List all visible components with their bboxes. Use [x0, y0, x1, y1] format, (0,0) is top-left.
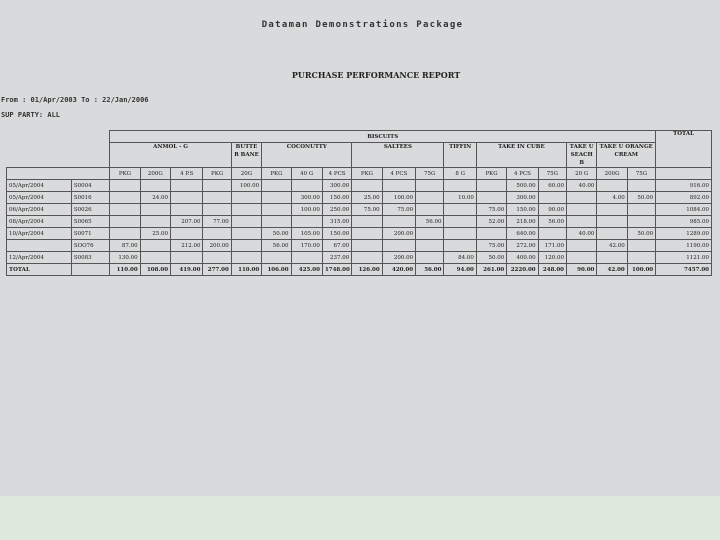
value-cell [262, 216, 291, 228]
value-cell [352, 240, 382, 252]
value-cell [566, 252, 596, 264]
value-cell [231, 192, 261, 204]
value-cell [291, 180, 322, 192]
table-row [7, 216, 712, 228]
value-cell [476, 228, 506, 240]
bill-cell [71, 264, 109, 276]
value-cell [203, 204, 231, 216]
value-cell: 420.00 [382, 264, 415, 276]
table-row [7, 240, 712, 252]
value-cell: 207.00 [171, 216, 203, 228]
value-cell [140, 204, 170, 216]
unit-header: PKG [262, 168, 291, 180]
group-header: BISCUITS [110, 131, 656, 143]
value-cell: 56.00 [538, 216, 566, 228]
value-cell: 100.00 [291, 204, 322, 216]
value-cell: 500.00 [507, 180, 538, 192]
unit-header: 20G [231, 168, 261, 180]
table-row [7, 180, 712, 192]
value-cell: 120.00 [538, 252, 566, 264]
row-total-cell: 1121.00 [656, 252, 712, 264]
product-header: TAKE IN CUBE [476, 143, 566, 168]
value-cell [110, 204, 140, 216]
value-cell: 100.00 [627, 264, 655, 276]
value-cell [597, 228, 627, 240]
value-cell: 130.00 [110, 252, 140, 264]
value-cell [627, 204, 655, 216]
value-cell [171, 204, 203, 216]
row-total-cell: 892.00 [656, 192, 712, 204]
table-total-row [7, 264, 712, 276]
value-cell [110, 216, 140, 228]
value-cell: 300.00 [507, 192, 538, 204]
value-cell: 1748.00 [322, 264, 351, 276]
date-cell: 10/Apr/2004 [7, 228, 72, 240]
value-cell: 150.00 [507, 204, 538, 216]
value-cell: 126.00 [352, 264, 382, 276]
value-cell [566, 240, 596, 252]
value-cell [171, 180, 203, 192]
bill-cell: S0083 [71, 252, 109, 264]
product-header: COCONUTTY [262, 143, 352, 168]
value-cell: 52.00 [476, 216, 506, 228]
value-cell [416, 192, 444, 204]
value-cell [203, 252, 231, 264]
value-cell: 272.00 [507, 240, 538, 252]
value-cell [476, 180, 506, 192]
value-cell: 67.00 [322, 240, 351, 252]
value-cell [597, 180, 627, 192]
product-header: TAKE U ORANGE CREAM [597, 143, 656, 168]
value-cell [476, 192, 506, 204]
value-cell: 108.00 [140, 264, 170, 276]
party-filter: SUP PARTY: ALL [1, 111, 61, 119]
unit-header: 200G [140, 168, 170, 180]
value-cell: 105.00 [291, 228, 322, 240]
value-cell: 171.00 [538, 240, 566, 252]
value-cell [231, 204, 261, 216]
value-cell: 50.00 [476, 252, 506, 264]
value-cell [382, 216, 415, 228]
table-row [7, 192, 712, 204]
value-cell [566, 204, 596, 216]
value-cell: 300.00 [322, 180, 351, 192]
date-cell: 06/Apr/2004 [7, 204, 72, 216]
value-cell [444, 240, 476, 252]
value-cell: 75.00 [382, 204, 415, 216]
value-cell [597, 252, 627, 264]
bill-cell: S0004 [71, 180, 109, 192]
value-cell: 170.00 [291, 240, 322, 252]
value-cell: 75.00 [476, 204, 506, 216]
value-cell: 237.00 [322, 252, 351, 264]
value-cell: 261.00 [476, 264, 506, 276]
value-cell: 94.00 [444, 264, 476, 276]
value-cell [627, 240, 655, 252]
unit-header: 75G [627, 168, 655, 180]
value-cell: 42.00 [597, 264, 627, 276]
value-cell [262, 180, 291, 192]
unit-header: 8 G [444, 168, 476, 180]
value-cell: 25.00 [352, 192, 382, 204]
value-cell [110, 192, 140, 204]
value-cell [352, 216, 382, 228]
row-total-cell: 1084.00 [656, 204, 712, 216]
value-cell [203, 228, 231, 240]
value-cell: 425.00 [291, 264, 322, 276]
date-cell: 05/Apr/2004 [7, 180, 72, 192]
value-cell [171, 252, 203, 264]
bill-cell: S0026 [71, 204, 109, 216]
value-cell: 4.00 [597, 192, 627, 204]
date-cell: 05/Apr/2004 [7, 192, 72, 204]
value-cell: 277.00 [203, 264, 231, 276]
company-name: Dataman Demonstrations Package [261, 20, 464, 30]
value-cell: 248.00 [538, 264, 566, 276]
value-cell [566, 216, 596, 228]
value-cell [538, 228, 566, 240]
table-row [7, 228, 712, 240]
unit-header: 4 P.S [171, 168, 203, 180]
value-cell: 10.00 [444, 192, 476, 204]
value-cell [140, 240, 170, 252]
value-cell [382, 240, 415, 252]
product-header: TAKE U SEACH B [566, 143, 596, 168]
unit-header: 75G [538, 168, 566, 180]
value-cell: 212.00 [171, 240, 203, 252]
value-cell [262, 252, 291, 264]
value-cell: 56.00 [262, 240, 291, 252]
value-cell: 200.00 [382, 252, 415, 264]
value-cell [538, 192, 566, 204]
bill-cell: S0065 [71, 216, 109, 228]
value-cell [291, 252, 322, 264]
value-cell: 150.00 [322, 228, 351, 240]
value-cell [566, 192, 596, 204]
value-cell [140, 252, 170, 264]
row-total-cell: 7457.00 [656, 264, 712, 276]
unit-header: 4 PCS [507, 168, 538, 180]
value-cell: 2220.00 [507, 264, 538, 276]
bill-cell: S0016 [71, 192, 109, 204]
product-header: TIFFIN [444, 143, 476, 168]
value-cell [140, 216, 170, 228]
value-cell: 40.00 [566, 180, 596, 192]
value-cell: 150.00 [322, 192, 351, 204]
unit-header: 40 G [291, 168, 322, 180]
value-cell [231, 252, 261, 264]
value-cell: 90.00 [538, 204, 566, 216]
row-total-cell: 1289.00 [656, 228, 712, 240]
value-cell: 218.00 [507, 216, 538, 228]
value-cell: 200.00 [382, 228, 415, 240]
value-cell: 60.00 [538, 180, 566, 192]
footer-band [0, 496, 720, 540]
value-cell: 56.00 [416, 264, 444, 276]
report-title: PURCHASE PERFORMANCE REPORT [291, 70, 461, 80]
value-cell [231, 228, 261, 240]
value-cell [262, 204, 291, 216]
value-cell: 400.00 [507, 252, 538, 264]
value-cell: 50.00 [262, 228, 291, 240]
value-cell [444, 228, 476, 240]
unit-header: PKG [110, 168, 140, 180]
value-cell [627, 252, 655, 264]
value-cell: 50.00 [627, 228, 655, 240]
product-header: ANMOL - G [110, 143, 232, 168]
value-cell [627, 180, 655, 192]
unit-header: PKG [352, 168, 382, 180]
value-cell: 56.00 [416, 216, 444, 228]
value-cell [444, 216, 476, 228]
value-cell: 300.00 [291, 192, 322, 204]
value-cell: 200.00 [203, 240, 231, 252]
date-cell: TOTAL [7, 264, 72, 276]
value-cell [352, 228, 382, 240]
table-row [7, 252, 712, 264]
value-cell: 25.00 [140, 228, 170, 240]
value-cell: 42.00 [597, 240, 627, 252]
row-total-cell: 1190.00 [656, 240, 712, 252]
value-cell: 106.00 [262, 264, 291, 276]
value-cell [140, 180, 170, 192]
value-cell: 24.00 [140, 192, 170, 204]
unit-header: 20 G [566, 168, 596, 180]
value-cell: 90.00 [566, 264, 596, 276]
unit-header: PKG [476, 168, 506, 180]
value-cell: 50.00 [627, 192, 655, 204]
unit-header: PKG [203, 168, 231, 180]
value-cell: 110.00 [110, 264, 140, 276]
bill-cell: SOO76 [71, 240, 109, 252]
value-cell: 419.00 [171, 264, 203, 276]
row-total-cell: 985.00 [656, 216, 712, 228]
value-cell: 110.00 [231, 264, 261, 276]
value-cell: 315.00 [322, 216, 351, 228]
value-cell [444, 180, 476, 192]
value-cell [416, 204, 444, 216]
bill-cell: S0071 [71, 228, 109, 240]
total-header: TOTAL [656, 131, 712, 168]
unit-header: 4 PCS [322, 168, 351, 180]
unit-header: 200G [597, 168, 627, 180]
value-cell [203, 192, 231, 204]
value-cell [597, 216, 627, 228]
value-cell: 84.00 [444, 252, 476, 264]
unit-header: 4 PCS [382, 168, 415, 180]
value-cell: 250.00 [322, 204, 351, 216]
value-cell [627, 216, 655, 228]
value-cell [291, 216, 322, 228]
date-cell: 08/Apr/2004 [7, 216, 72, 228]
value-cell [171, 192, 203, 204]
value-cell: 40.00 [566, 228, 596, 240]
date-range: From : 01/Apr/2003 To : 22/Jan/2006 [1, 96, 149, 104]
value-cell [382, 180, 415, 192]
value-cell: 100.00 [382, 192, 415, 204]
value-cell: 640.00 [507, 228, 538, 240]
row-total-cell: 916.00 [656, 180, 712, 192]
value-cell [416, 180, 444, 192]
value-cell [171, 228, 203, 240]
value-cell [416, 228, 444, 240]
value-cell [352, 180, 382, 192]
value-cell [416, 240, 444, 252]
value-cell: 77.00 [203, 216, 231, 228]
value-cell [110, 228, 140, 240]
date-cell: 12/Apr/2004 [7, 252, 72, 264]
value-cell: 87.00 [110, 240, 140, 252]
value-cell [231, 216, 261, 228]
product-header: BUTTE R BANE [231, 143, 261, 168]
value-cell [231, 240, 261, 252]
value-cell [416, 252, 444, 264]
value-cell [352, 252, 382, 264]
table-row [7, 204, 712, 216]
value-cell: 100.00 [231, 180, 261, 192]
value-cell [203, 180, 231, 192]
value-cell [262, 192, 291, 204]
value-cell [444, 204, 476, 216]
product-header: SALTEES [352, 143, 444, 168]
date-cell [7, 240, 72, 252]
report-table [6, 130, 712, 276]
value-cell: 75.00 [352, 204, 382, 216]
value-cell [110, 180, 140, 192]
unit-header: 75G [416, 168, 444, 180]
value-cell: 75.00 [476, 240, 506, 252]
value-cell [597, 204, 627, 216]
